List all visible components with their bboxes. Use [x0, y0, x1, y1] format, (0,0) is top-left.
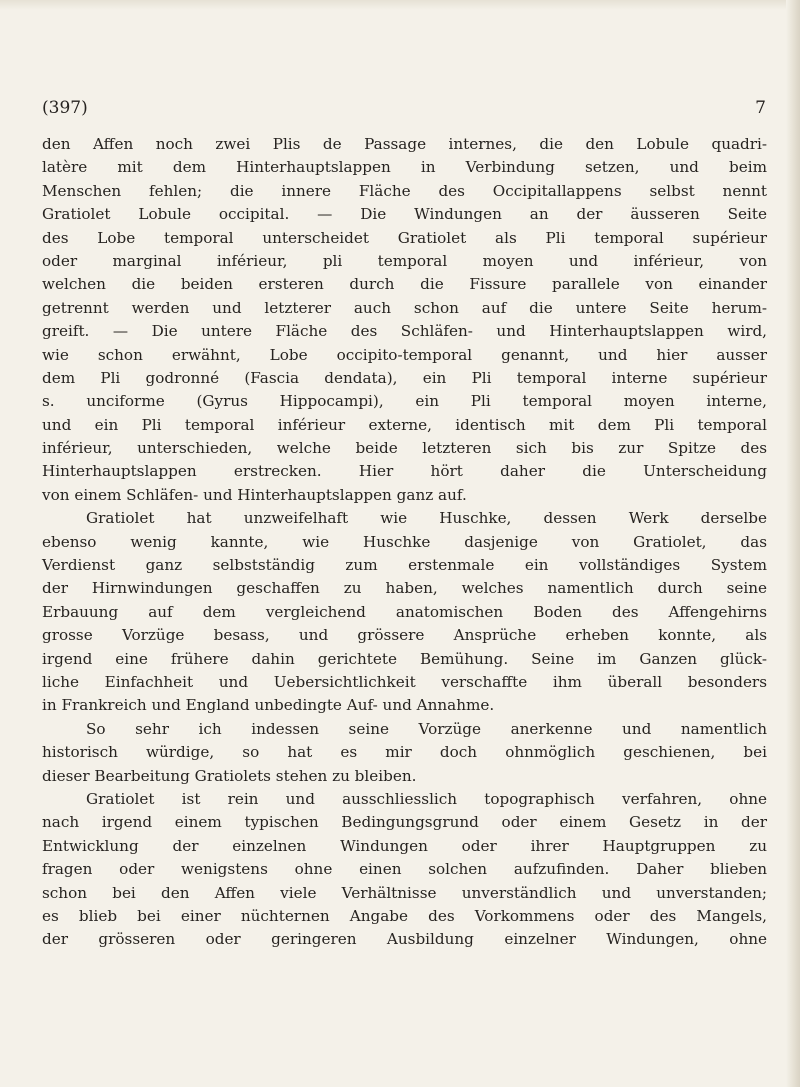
text-line: inférieur, unterschieden, welche beide letzteren sich bis zur Spitze des	[42, 439, 767, 458]
text-line: nach irgend einem typischen Bedingungsgrund oder einem Gesetz in der	[42, 813, 767, 832]
text-line: dem Pli godronné (Fascia dendata), ein Pli temporal interne supérieur	[42, 368, 767, 387]
scan-edge-right	[786, 0, 800, 1087]
text-line: Gratiolet hat unzweifelhaft wie Huschke, dessen Werk derselbe	[86, 509, 767, 528]
text-line: latère mit dem Hinterhauptslappen in Verbindung setzen, und beim	[42, 158, 767, 177]
text-line: wie schon erwähnt, Lobe occipito-temporal genannt, und hier ausser	[42, 345, 767, 364]
text-line: schon bei den Affen viele Verhältnisse unverständlich und unverstanden;	[42, 883, 767, 902]
text-line: greift. — Die untere Fläche des Schläfen- und Hinterhauptslappen wird,	[42, 322, 767, 341]
page-header	[42, 98, 766, 122]
text-line: Menschen fehlen; die innere Fläche des Occipitallappens selbst nennt	[42, 181, 767, 200]
text-line: ebenso wenig kannte, wie Huschke dasjenige von Gratiolet, das	[42, 532, 767, 551]
text-line: den Affen noch zwei Plis de Passage internes, die den Lobule quadri-	[42, 135, 767, 153]
text-line: Hinterhauptslappen erstrecken. Hier hört daher die Unterscheidung	[42, 462, 767, 481]
text-line: grosse Vorzüge besass, und grössere Ansprüche erheben konnte, als	[42, 626, 767, 645]
text-line: historisch würdige, so hat es mir doch ohnmöglich geschienen, bei	[42, 743, 767, 762]
body-text	[42, 133, 767, 952]
text-line: getrennt werden und letzterer auch schon auf die untere Seite herum-	[42, 298, 767, 317]
text-line: Erbauung auf dem vergleichend anatomischen Boden des Affengehirns	[42, 602, 767, 621]
text-line: Verdienst ganz selbstständig zum erstenmale ein vollständiges System	[42, 556, 767, 575]
text-line: fragen oder wenigstens ohne einen solchen aufzufinden. Daher blieben	[42, 860, 767, 879]
text-line: So sehr ich indessen seine Vorzüge anerkenne und namentlich	[86, 719, 767, 738]
text-line: es blieb bei einer nüchternen Angabe des Vorkommens oder des Mangels,	[42, 906, 767, 925]
text-line: irgend eine frühere dahin gerichtete Bemühung. Seine im Ganzen glück-	[42, 649, 767, 668]
text-line: von einem Schläfen- und Hinterhauptslappen ganz auf.	[42, 485, 467, 504]
text-line: Gratiolet ist rein und ausschliesslich topographisch verfahren, ohne	[86, 789, 767, 808]
text-line: Gratiolet Lobule occipital. — Die Windungen an der äusseren Seite	[42, 205, 767, 224]
text-line: des Lobe temporal unterscheidet Gratiolet als Pli temporal supérieur	[42, 228, 767, 247]
text-line: der Hirnwindungen geschaffen zu haben, welches namentlich durch seine	[42, 579, 767, 598]
text-line: Entwicklung der einzelnen Windungen oder ihrer Hauptgruppen zu	[42, 836, 767, 855]
scan-edge-top	[0, 0, 800, 10]
text-line: liche Einfachheit und Uebersichtlichkeit verschaffte ihm überall besonders	[42, 672, 767, 691]
text-line: welchen die beiden ersteren durch die Fissure parallele von einander	[42, 275, 767, 294]
text-line: s. unciforme (Gyrus Hippocampi), ein Pli temporal moyen interne,	[42, 392, 767, 411]
text-line: und ein Pli temporal inférieur externe, identisch mit dem Pli temporal	[42, 415, 767, 434]
text-line: oder marginal inférieur, pli temporal moyen und inférieur, von	[42, 251, 767, 270]
text-line: dieser Bearbeitung Gratiolets stehen zu bleiben.	[42, 766, 417, 785]
page-number-right: 7	[755, 98, 766, 118]
text-line: der grösseren oder geringeren Ausbildung einzelner Windungen, ohne	[42, 930, 767, 949]
page-number-left: (397)	[42, 98, 88, 118]
text-line: in Frankreich und England unbedingte Auf- und Annahme.	[42, 696, 495, 715]
